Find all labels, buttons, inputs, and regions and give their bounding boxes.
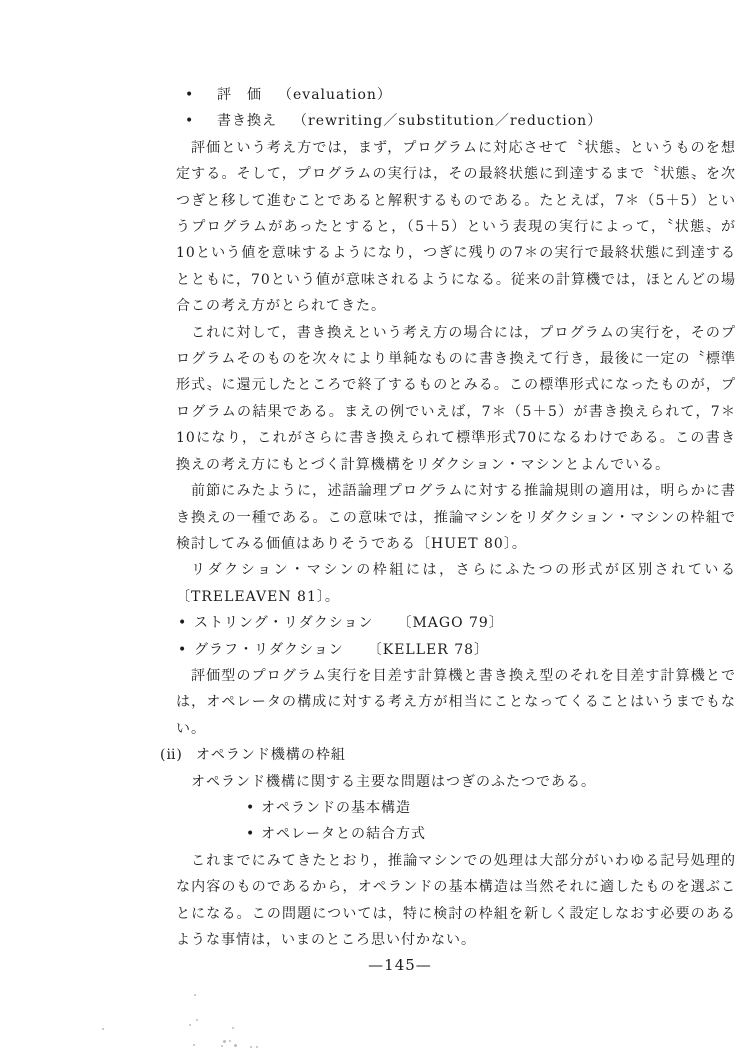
paragraph-operand-body: これまでにみてきたとおり，推論マシンでの処理は大部分がいわゆる記号処理的な内容のものであるから，オペランドの基本構造は当然それに適したものを選ぶことになる。この問題については，特に検討の枠組を新しく設定しなおす必要のあるような事情は，いまのところ思い付かない。 — [176, 852, 736, 948]
bullet-label: 評 価 — [217, 87, 262, 103]
bullet-icon: • — [246, 799, 256, 816]
scan-speck — [189, 1024, 191, 1026]
bullet-annotation: （evaluation） — [278, 87, 392, 103]
bullet-item-string-reduction — [176, 610, 736, 636]
bullet-icon: • — [178, 641, 188, 658]
bullet-icon: • — [185, 87, 195, 103]
scan-speck — [223, 1040, 226, 1043]
bullet-label: グラフ・リダクション — [194, 641, 344, 658]
bullet-citation: 〔MAGO 79〕 — [397, 615, 504, 632]
scan-speck — [196, 1019, 198, 1021]
paragraph-evaluation: 評価という考え方では，まず，プログラムに対応させて〝状態〟というものを想定する。そして，プログラムの実行は，その最終状態に到達するまで〝状態〟を次つぎと移して進むことであると解釈するものである。たとえば，7＊（5＋5）というプログラムがあったとすると，（5＋5）という表現の実行によって，〝状態〟が10という値を意味するようになり，つぎに残りの7＊の実行で最終状態に到達するとともに，70という値が意味されるようになる。従来の計算機では，ほとんどの場合この考え方がとられてきた。 — [176, 139, 736, 315]
text-block — [160, 82, 736, 953]
paragraph-comparison: 評価型のプログラム実行を目差す計算機と書き換え型のそれを目差す計算機とでは，オペレータの構成に対する考え方が相当にことなってくることはいうまでもない。 — [176, 667, 736, 737]
section-title: オペランド機構の枠組 — [195, 747, 346, 764]
bullet-item-operand-structure — [176, 795, 736, 821]
bullet-item-graph-reduction — [176, 637, 736, 663]
section-marker: (ⅱ) — [160, 747, 183, 764]
bullet-label: オペレータとの結合方式 — [261, 826, 426, 843]
scan-speck — [229, 1040, 231, 1042]
scan-speck — [102, 1028, 104, 1030]
scan-speck — [232, 1027, 234, 1029]
bullet-item-evaluation — [176, 82, 736, 108]
paragraph-inference-rules: 前節にみたように，述語論理プログラムに対する推論規則の適用は，明らかに書き換えの一種である。この意味では，推論マシンをリダクション・マシンの枠組で検討してみる価値はありそうである〔HUET 80〕。 — [176, 483, 736, 552]
bullet-label: 書き換え — [217, 113, 277, 130]
bullet-icon: • — [185, 113, 195, 130]
bullet-citation: 〔KELLER 78〕 — [367, 641, 490, 658]
section-intro: オペランド機構に関する主要な問題はつぎのふたつである。 — [191, 773, 596, 790]
bullet-label: ストリング・リダクション — [194, 615, 374, 632]
bullet-icon: • — [178, 615, 188, 632]
section-heading-operand — [160, 742, 736, 768]
bullet-label: オペランドの基本構造 — [261, 799, 411, 816]
scan-speck — [250, 1046, 252, 1048]
page-number: —145— — [368, 956, 432, 974]
scan-speck — [193, 1044, 195, 1046]
bullet-icon: • — [246, 826, 256, 843]
bullet-item-operator-binding — [176, 821, 736, 847]
bullet-item-rewriting — [176, 108, 736, 134]
scan-speck — [194, 994, 196, 996]
scan-speck — [234, 1044, 237, 1047]
scan-speck — [256, 1046, 258, 1048]
paragraph-reduction-forms: リダクション・マシンの枠組には，さらにふたつの形式が区別されている〔TRELEAVEN 81〕。 — [176, 562, 736, 605]
scan-speck — [221, 1045, 223, 1047]
paragraph-rewriting: これに対して，書き換えという考え方の場合には，プログラムの実行を，そのプログラムそのものを次々により単純なものに書き換えて行き，最後に一定の〝標準形式〟に還元したところで終了するものとみる。この標準形式になったものが，プログラムの結果である。まえの例でいえば，7＊（5＋5）が書き換えられて，7＊10になり，これがさらに書き換えられて標準形式70になるわけである。この書き換えの考え方にもとづく計算機構をリダクション・マシンとよんでいる。 — [176, 324, 736, 473]
bullet-annotation: （rewriting／substitution／reduction） — [293, 113, 603, 130]
